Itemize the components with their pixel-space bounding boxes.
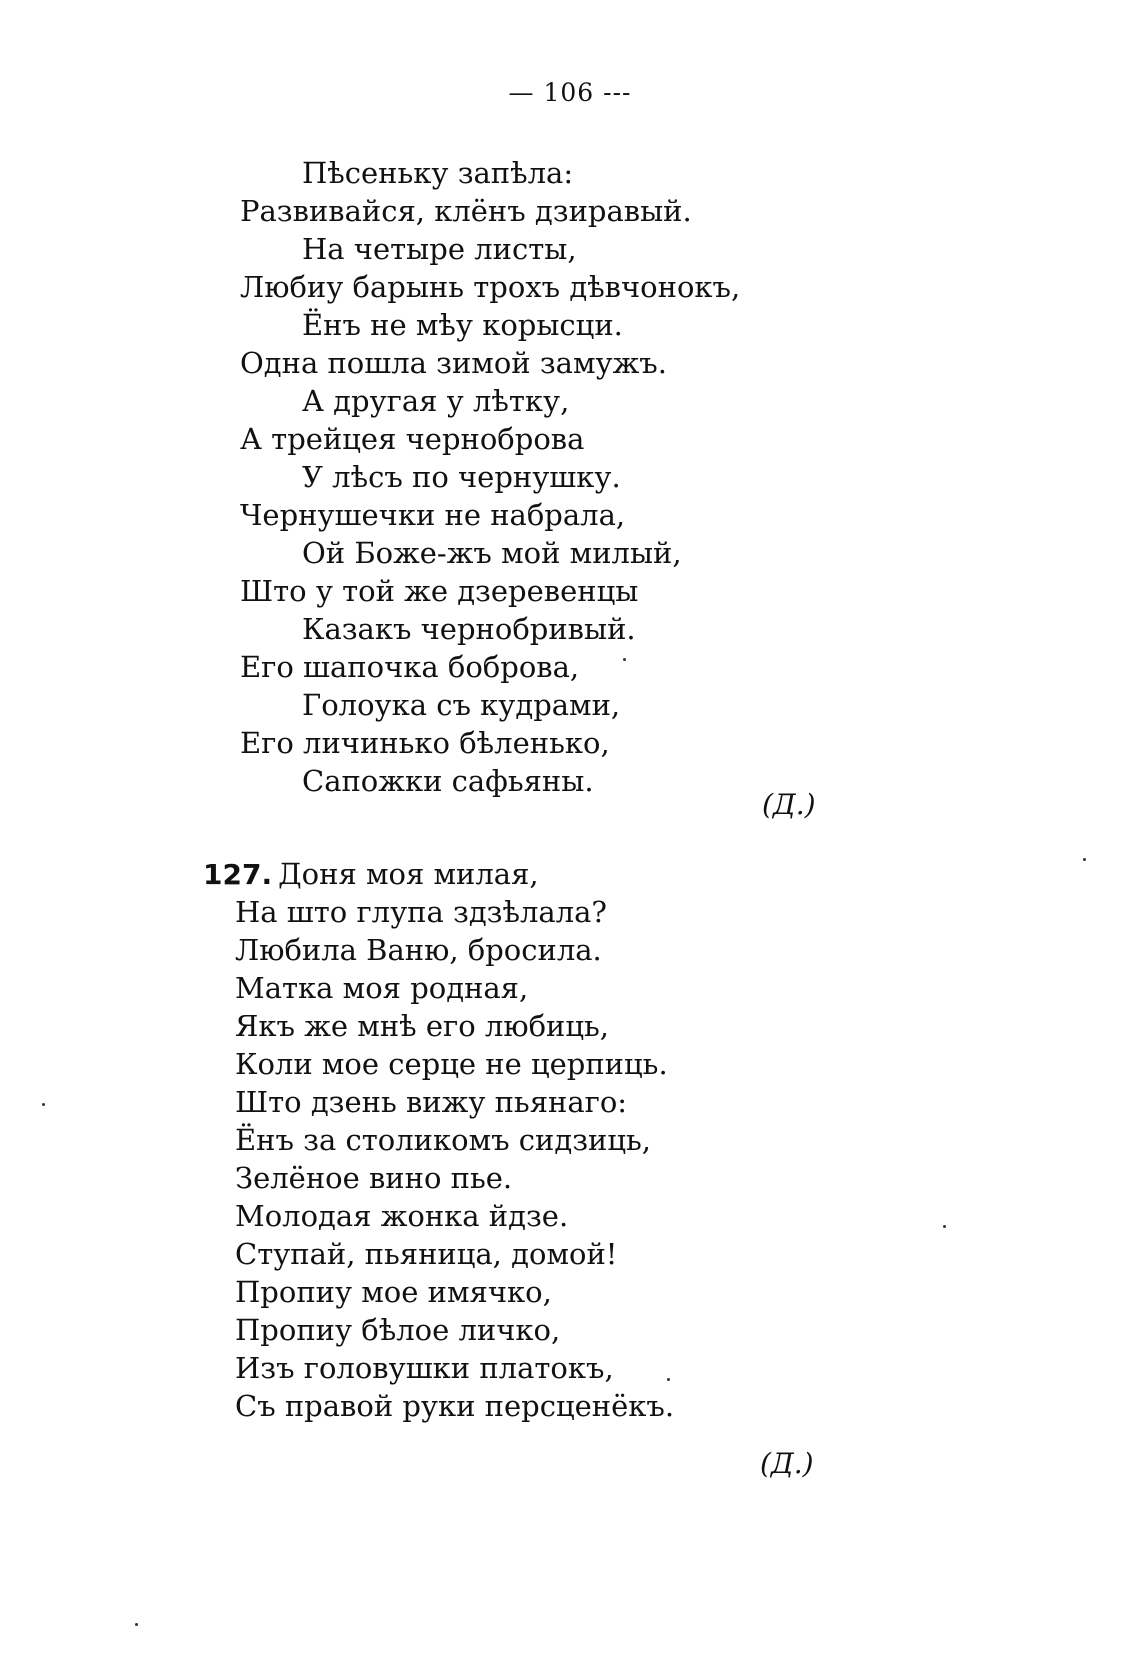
verse-line: Его личинько бѣленько, — [240, 726, 610, 760]
scan-speck — [943, 1225, 946, 1228]
verse-line: Одна пошла зимой замужъ. — [240, 346, 667, 380]
song-127-verse — [203, 855, 674, 1425]
verse-line: А другая у лѣтку, — [302, 384, 570, 418]
page-number: — 106 --- — [508, 78, 632, 107]
verse-line-text: Доня моя милая, — [278, 857, 539, 891]
verse-line: А трейцея черноброва — [240, 422, 585, 456]
verse-line: Што у той же дзеревенцы — [240, 574, 639, 608]
verse-line: Ой Боже-жъ мой милый, — [302, 536, 682, 570]
verse-line: Ёнъ за столикомъ сидзиць, — [235, 1123, 652, 1157]
song-number: 127. — [203, 858, 273, 891]
verse-line: Пѣсеньку запѣла: — [302, 156, 574, 190]
verse-line: Якъ же мнѣ его любиць, — [235, 1009, 610, 1043]
verse-line: Сапожки сафьяны. — [302, 764, 594, 798]
scan-speck — [42, 1103, 45, 1106]
verse-line: На што глупа здзѣлала? — [235, 895, 607, 929]
verse-line: Чернушечки не набрала, — [240, 498, 626, 532]
verse-line: Развивайся, клёнъ дзиравый. — [240, 194, 692, 228]
verse-line: Съ правой руки персценёкъ. — [235, 1389, 675, 1423]
verse-line: Любила Ваню, бросила. — [235, 933, 602, 967]
verse-line: Што дзень вижу пьянаго: — [235, 1085, 628, 1119]
verse-line-first — [203, 855, 674, 893]
scan-speck — [1083, 858, 1086, 861]
source-attribution: (Д.) — [760, 1447, 814, 1480]
verse-line: Пропиу бѣлое личко, — [235, 1313, 561, 1347]
verse-line: Ёнъ не мѣу корысци. — [302, 308, 623, 342]
scan-speck — [667, 1378, 670, 1381]
verse-line: Казакъ чернобривый. — [302, 612, 636, 646]
song-126-verse — [240, 154, 740, 800]
verse-line: Пропиу мое имячко, — [235, 1275, 552, 1309]
verse-line: У лѣсъ по чернушку. — [302, 460, 621, 494]
scan-speck — [623, 658, 626, 661]
verse-line: На четыре листы, — [302, 232, 577, 266]
verse-line: Матка моя родная, — [235, 971, 529, 1005]
verse-line: Любиу барынь трохъ дѣвчонокъ, — [240, 270, 741, 304]
verse-line: Голоука съ кудрами, — [302, 688, 621, 722]
scan-speck — [135, 1623, 138, 1626]
verse-line: Коли мое серце не церпиць. — [235, 1047, 668, 1081]
verse-line: Зелёное вино пье. — [235, 1161, 513, 1195]
source-attribution: (Д.) — [762, 788, 816, 821]
verse-line: Изъ головушки платокъ, — [235, 1351, 614, 1385]
verse-line: Ступай, пьяница, домой! — [235, 1237, 618, 1271]
verse-line: Его шапочка боброва, — [240, 650, 580, 684]
verse-line: Молодая жонка йдзе. — [235, 1199, 569, 1233]
